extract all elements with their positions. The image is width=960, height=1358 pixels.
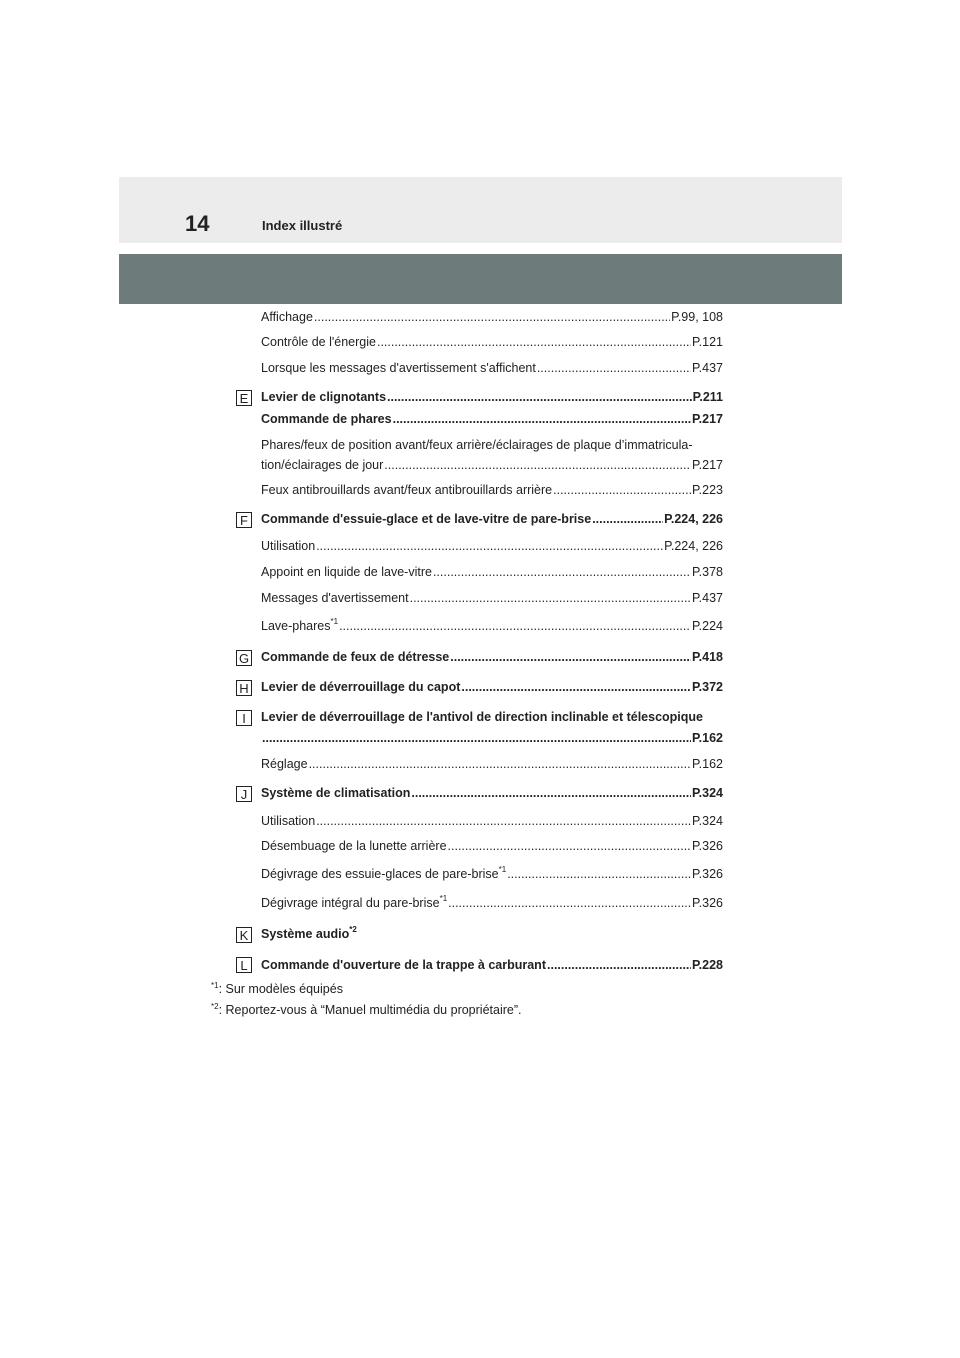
index-entry-phares-feux-line1: Phares/feux de position avant/feux arrière/éclairages de plaque d’immatricula- [261, 438, 693, 452]
page-ref[interactable]: P.121 [691, 335, 723, 349]
header-band [119, 177, 842, 243]
page-ref[interactable]: P.324 [691, 814, 723, 828]
footnote-ref: *1 [439, 893, 448, 903]
index-entry-systeme-audio[interactable]: Système audio$^{*2}$ [261, 924, 357, 941]
page-ref[interactable]: P.324 [691, 786, 723, 800]
index-entry-levier-capot[interactable]: Levier de déverrouillage du capot ..... P.372 [261, 679, 723, 695]
index-entry-phares-feux[interactable]: tion/éclairages de jour ..... P.217 [261, 457, 723, 473]
index-entry-utilisation-essuie[interactable]: Utilisation ..... P.224, 226 [261, 538, 723, 554]
letter-marker-i: I [236, 710, 252, 726]
page-ref[interactable]: P.437 [691, 361, 723, 375]
page-ref[interactable]: P.162 [691, 731, 723, 745]
page-number: 14 [185, 211, 210, 236]
page-ref[interactable]: P.228 [691, 958, 723, 972]
page-ref[interactable]: P.162 [691, 757, 723, 771]
index-entry-appoint-liquide[interactable]: Appoint en liquide de lave-vitre ..... P.378 [261, 564, 723, 580]
page-ref[interactable]: P.224 [691, 619, 723, 633]
index-entry-messages-avertissement[interactable]: Lorsque les messages d'avertissement s'affichent ..... P.437 [261, 360, 723, 376]
index-entry-feux-detresse[interactable]: Commande de feux de détresse ..... P.418 [261, 649, 723, 665]
footnote-1: $^{*1}$: Sur modèles équipés [211, 981, 343, 996]
index-entry-commande-phares[interactable]: Commande de phares ..... P.217 [261, 411, 723, 427]
page-ref[interactable]: P.418 [691, 650, 723, 664]
page-ref[interactable]: P.224, 226 [664, 539, 723, 553]
index-entry-levier-antivol-line1: Levier de déverrouillage de l'antivol de direction inclinable et télescopique [261, 710, 703, 724]
page-ref[interactable]: P.326 [691, 896, 723, 910]
letter-marker-h: H [236, 680, 252, 696]
footnote-ref: *2 [349, 924, 357, 934]
index-entry-reglage[interactable]: Réglage ..... P.162 [261, 756, 723, 772]
footnote-2: $^{*2}$: Reportez-vous à “Manuel multimédia du propriétaire”. [211, 1002, 522, 1017]
index-entry-utilisation-clim[interactable]: Utilisation ..... P.324 [261, 813, 723, 829]
page-ref[interactable]: P.378 [691, 565, 723, 579]
letter-marker-j: J [236, 786, 252, 802]
footnote-ref: *1 [330, 616, 339, 626]
index-entry-desembuage[interactable]: Désembuage de la lunette arrière ..... P.326 [261, 838, 723, 854]
page-ref[interactable]: P.437 [691, 591, 723, 605]
letter-marker-f: F [236, 512, 252, 528]
index-entry-levier-antivol[interactable] [261, 730, 723, 746]
page-ref[interactable]: P.326 [691, 839, 723, 853]
index-entry-degivrage-essuie-glaces[interactable]: Dégivrage des essuie-glaces de pare-brise$^{*1}$ ..... P.326 [261, 866, 723, 882]
letter-marker-e: E [236, 390, 252, 406]
page-ref[interactable]: P.211 [692, 390, 723, 404]
index-entry-lave-phares[interactable]: Lave-phares$^{*1}$ ..... P.224 [261, 618, 723, 634]
index-entry-degivrage-integral[interactable]: Dégivrage intégral du pare-brise$^{*1}$ ..... P.326 [261, 895, 723, 911]
section-title: Index illustré [262, 218, 343, 233]
index-entry-commande-essuie-glace[interactable]: Commande d'essuie-glace et de lave-vitre de pare-brise ..... P.224, 226 [261, 511, 723, 527]
page-ref[interactable]: P.326 [691, 867, 723, 881]
page-ref[interactable]: P.217 [691, 458, 723, 472]
page-ref[interactable]: P.99, 108 [671, 310, 723, 324]
index-entry-trappe-carburant[interactable]: Commande d'ouverture de la trappe à carburant ..... P.228 [261, 957, 723, 973]
letter-marker-g: G [236, 650, 252, 666]
page-ref[interactable]: P.372 [691, 680, 723, 694]
page-ref[interactable]: P.223 [691, 483, 723, 497]
index-entry-feux-antibrouillards[interactable]: Feux antibrouillards avant/feux antibrouillards arrière ..... P.223 [261, 482, 723, 498]
footnote-ref: *1 [498, 864, 507, 874]
index-entry-messages-avertissement-2[interactable]: Messages d'avertissement ..... P.437 [261, 590, 723, 606]
page-ref[interactable]: P.224, 226 [664, 512, 723, 526]
index-entry-climatisation[interactable]: Système de climatisation ..... P.324 [261, 785, 723, 801]
index-entry-controle-energie[interactable]: Contrôle de l'énergie ..... P.121 [261, 334, 723, 350]
index-entry-levier-clignotants[interactable]: Levier de clignotants ..... P.211 [261, 389, 723, 405]
index-entry-affichage[interactable]: Affichage ..... P.99, 108 [261, 309, 723, 325]
letter-marker-l: L [236, 957, 252, 973]
gray-banner [119, 254, 842, 304]
letter-marker-k: K [236, 927, 252, 943]
page-ref[interactable]: P.217 [691, 412, 723, 426]
